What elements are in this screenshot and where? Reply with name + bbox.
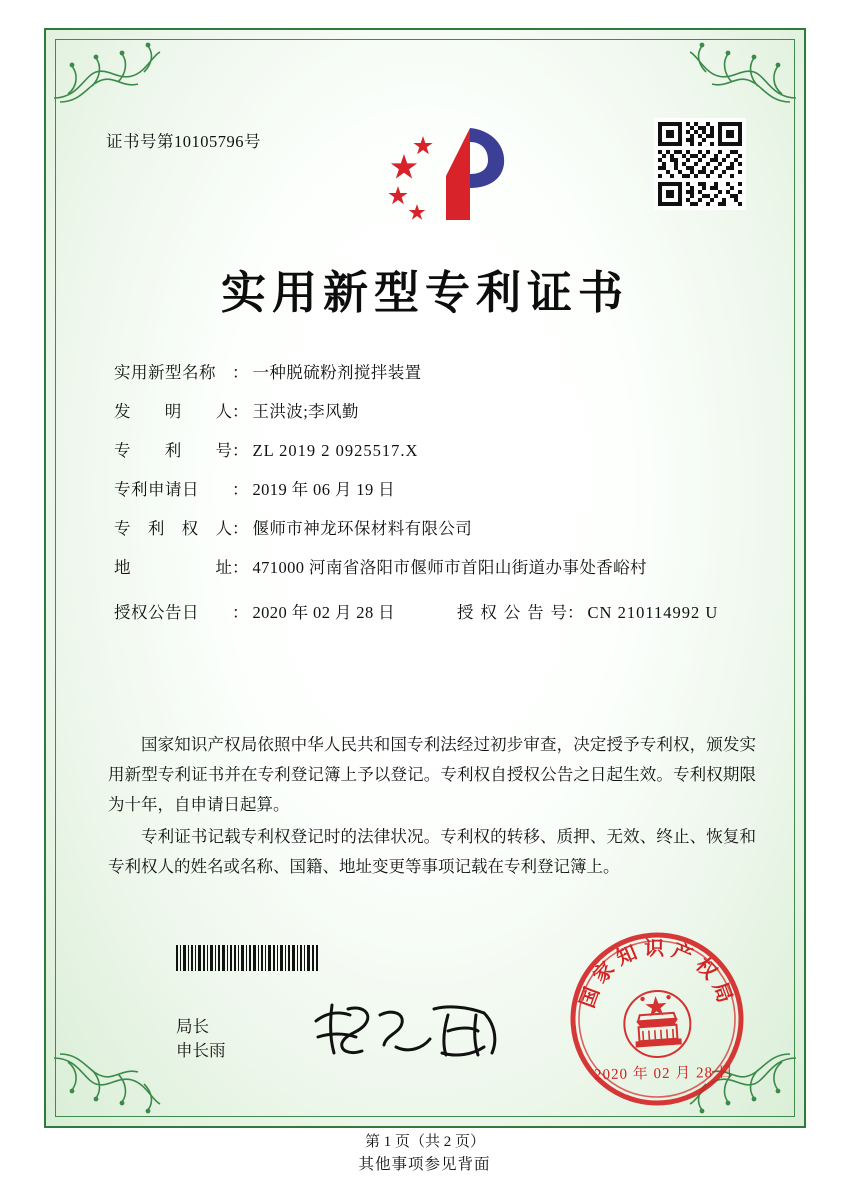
grant-number-label: 授 权 公 告 号 [457, 602, 568, 622]
seal-date: 2020 年 02 月 28 日 [593, 1064, 734, 1084]
field-value: 王洪波;李风勤 [252, 402, 359, 421]
field-label: 专利申请日 [114, 480, 199, 499]
field-label: 专 利 权 人 [114, 519, 232, 538]
corner-ornament-top-left [48, 32, 166, 106]
field-label: 专 利 号 [114, 441, 232, 460]
field-row-address [114, 560, 754, 577]
field-label: 实用新型名称 [114, 363, 216, 382]
field-row-application-date [114, 482, 754, 499]
certificate-sheet [44, 28, 806, 1150]
field-colon: ： [567, 602, 584, 622]
field-value: 471000 河南省洛阳市偃师市首阳山街道办事处香峪村 [252, 558, 647, 577]
field-colon: ： [232, 402, 249, 421]
field-value: 2019 年 06 月 19 日 [252, 480, 396, 499]
field-row-inventor [114, 404, 754, 421]
handwritten-signature-icon [308, 995, 518, 1065]
field-colon: ： [232, 480, 249, 499]
grant-number-value: CN 210114992 U [587, 602, 719, 622]
qr-code-icon [654, 118, 746, 210]
grant-date-value: 2020 年 02 月 28 日 [252, 602, 396, 622]
signature-block [176, 1015, 226, 1063]
field-row-grant [114, 602, 754, 622]
field-colon: ： [232, 602, 249, 622]
field-value: 偃师市神龙环保材料有限公司 [252, 519, 473, 538]
field-row-utility-model-name [114, 365, 754, 382]
field-colon: ： [232, 363, 249, 382]
director-title-label: 局长 [176, 1017, 209, 1036]
footer-note: 其他事项参见背面 [358, 1156, 491, 1173]
barcode-icon [176, 945, 318, 971]
director-name-label: 申长雨 [176, 1041, 226, 1060]
field-label: 地 址 [114, 558, 232, 577]
svg-text:国家知识产权局: 国家知识产权局 [574, 935, 740, 1012]
field-colon: ： [232, 558, 249, 577]
legal-text-block [108, 730, 756, 884]
field-colon: ： [232, 519, 249, 538]
legal-paragraph-1: 国家知识产权局依照中华人民共和国专利法经过初步审查，决定授予专利权，颁发实用新型专利证书并在专利登记簿上予以登记。专利权自授权公告之日起生效。专利权期限为十年，自申请日起算。 [108, 735, 756, 814]
field-colon: ： [232, 441, 249, 460]
field-value: 一种脱硫粉剂搅拌装置 [252, 363, 422, 382]
page-title: 实用新型专利证书 [220, 266, 629, 319]
cnipa-emblem-icon [376, 118, 512, 230]
corner-ornament-bottom-left [48, 1050, 166, 1124]
field-row-patentee [114, 521, 754, 538]
field-list [114, 365, 754, 644]
legal-paragraph-2: 专利证书记载专利权登记时的法律状况。专利权的转移、质押、无效、终止、恢复和专利权人的姓名或名称、国籍、地址变更等事项记载在专利登记簿上。 [108, 827, 756, 876]
grant-date-label: 授权公告日 [114, 602, 199, 622]
field-value: ZL 2019 2 0925517.X [252, 441, 419, 460]
field-row-patent-number [114, 443, 754, 460]
page-indicator: 第 1 页（共 2 页） [364, 1134, 485, 1150]
field-label: 发 明 人 [114, 402, 232, 421]
certificate-number: 证书号第10105796号 [106, 132, 261, 151]
corner-ornament-top-right [684, 32, 802, 106]
